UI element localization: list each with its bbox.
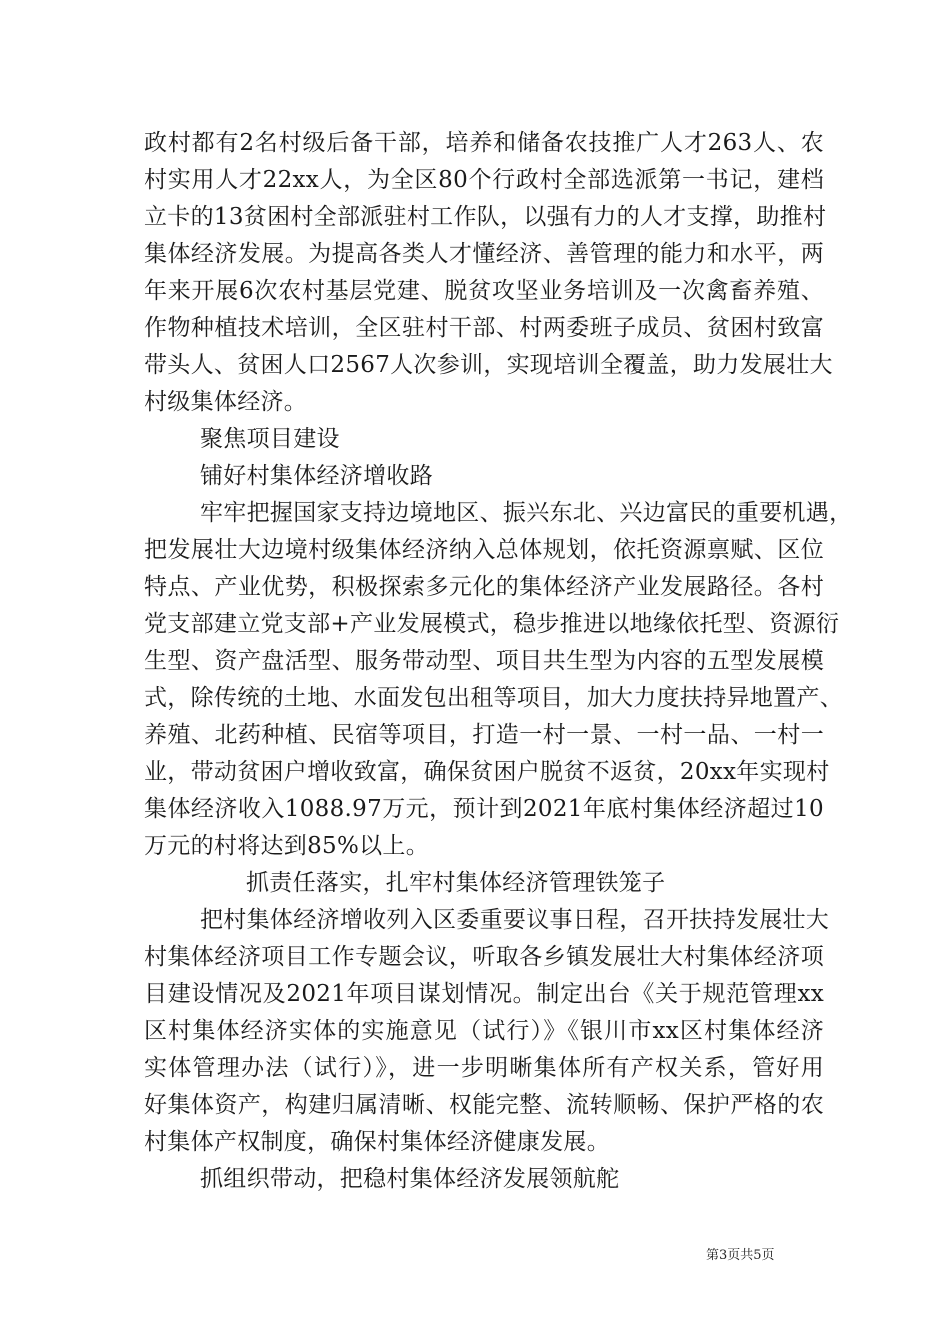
section-heading: 抓组织带动，把稳村集体经济发展领航舵 [200, 1166, 620, 1192]
body-text-line: 把村集体经济增收列入区委重要议事日程，召开扶持发展壮大 [200, 907, 830, 933]
body-text-line: 式，除传统的土地、水面发包出租等项目，加大力度扶持异地置产、 [144, 685, 843, 711]
body-text-line: 党支部建立党支部+产业发展模式，稳步推进以地缘依托型、资源衍 [144, 611, 840, 637]
body-text-line: 年来开展6次农村基层党建、脱贫攻坚业务培训及一次禽畜养殖、 [144, 278, 824, 304]
body-text-line: 政村都有2名村级后备干部，培养和储备农技推广人才263人、农 [144, 130, 824, 156]
body-text-line: 生型、资产盘活型、服务带动型、项目共生型为内容的五型发展模 [144, 648, 824, 674]
body-text-line: 养殖、北药种植、民宿等项目，打造一村一景、一村一品、一村一 [144, 722, 824, 748]
body-text-line: 牢牢把握国家支持边境地区、振兴东北、兴边富民的重要机遇， [200, 500, 853, 526]
body-text-line: 业，带动贫困户增收致富，确保贫困户脱贫不返贫，20xx年实现村 [144, 759, 830, 785]
section-heading: 铺好村集体经济增收路 [200, 463, 433, 489]
body-text-line: 村集体经济项目工作专题会议，听取各乡镇发展壮大村集体经济项 [144, 944, 824, 970]
section-heading: 抓责任落实，扎牢村集体经济管理铁笼子 [246, 870, 666, 896]
body-text-line: 立卡的13贫困村全部派驻村工作队，以强有力的人才支撑，助推村 [144, 204, 827, 230]
body-text-line: 实体管理办法（试行）》，进一步明晰集体所有产权关系，管好用 [144, 1055, 824, 1081]
body-text-line: 区村集体经济实体的实施意见（试行）》《银川市xx区村集体经济 [144, 1018, 824, 1044]
body-text-line: 带头人、贫困人口2567人次参训，实现培训全覆盖，助力发展壮大 [144, 352, 833, 378]
body-text-line: 村集体产权制度，确保村集体经济健康发展。 [144, 1129, 610, 1155]
body-text-line: 把发展壮大边境村级集体经济纳入总体规划，依托资源禀赋、区位 [144, 537, 824, 563]
body-text-line: 目建设情况及2021年项目谋划情况。制定出台《关于规范管理xx [144, 981, 824, 1007]
body-text-line: 村实用人才22xx人，为全区80个行政村全部选派第一书记，建档 [144, 167, 824, 193]
body-text-line: 集体经济发展。为提高各类人才懂经济、善管理的能力和水平，两 [144, 241, 824, 267]
body-text-line: 好集体资产，构建归属清晰、权能完整、流转顺畅、保护严格的农 [144, 1092, 824, 1118]
body-text-line: 特点、产业优势，积极探索多元化的集体经济产业发展路径。各村 [144, 574, 824, 600]
page-number: 第3页共5页 [706, 1248, 775, 1263]
section-heading: 聚焦项目建设 [200, 426, 340, 452]
body-text-line: 万元的村将达到85%以上。 [144, 833, 430, 859]
body-text-line: 集体经济收入1088.97万元，预计到2021年底村集体经济超过10 [144, 796, 824, 822]
body-text-line: 作物种植技术培训，全区驻村干部、村两委班子成员、贫困村致富 [144, 315, 824, 341]
body-text-line: 村级集体经济。 [144, 389, 308, 415]
